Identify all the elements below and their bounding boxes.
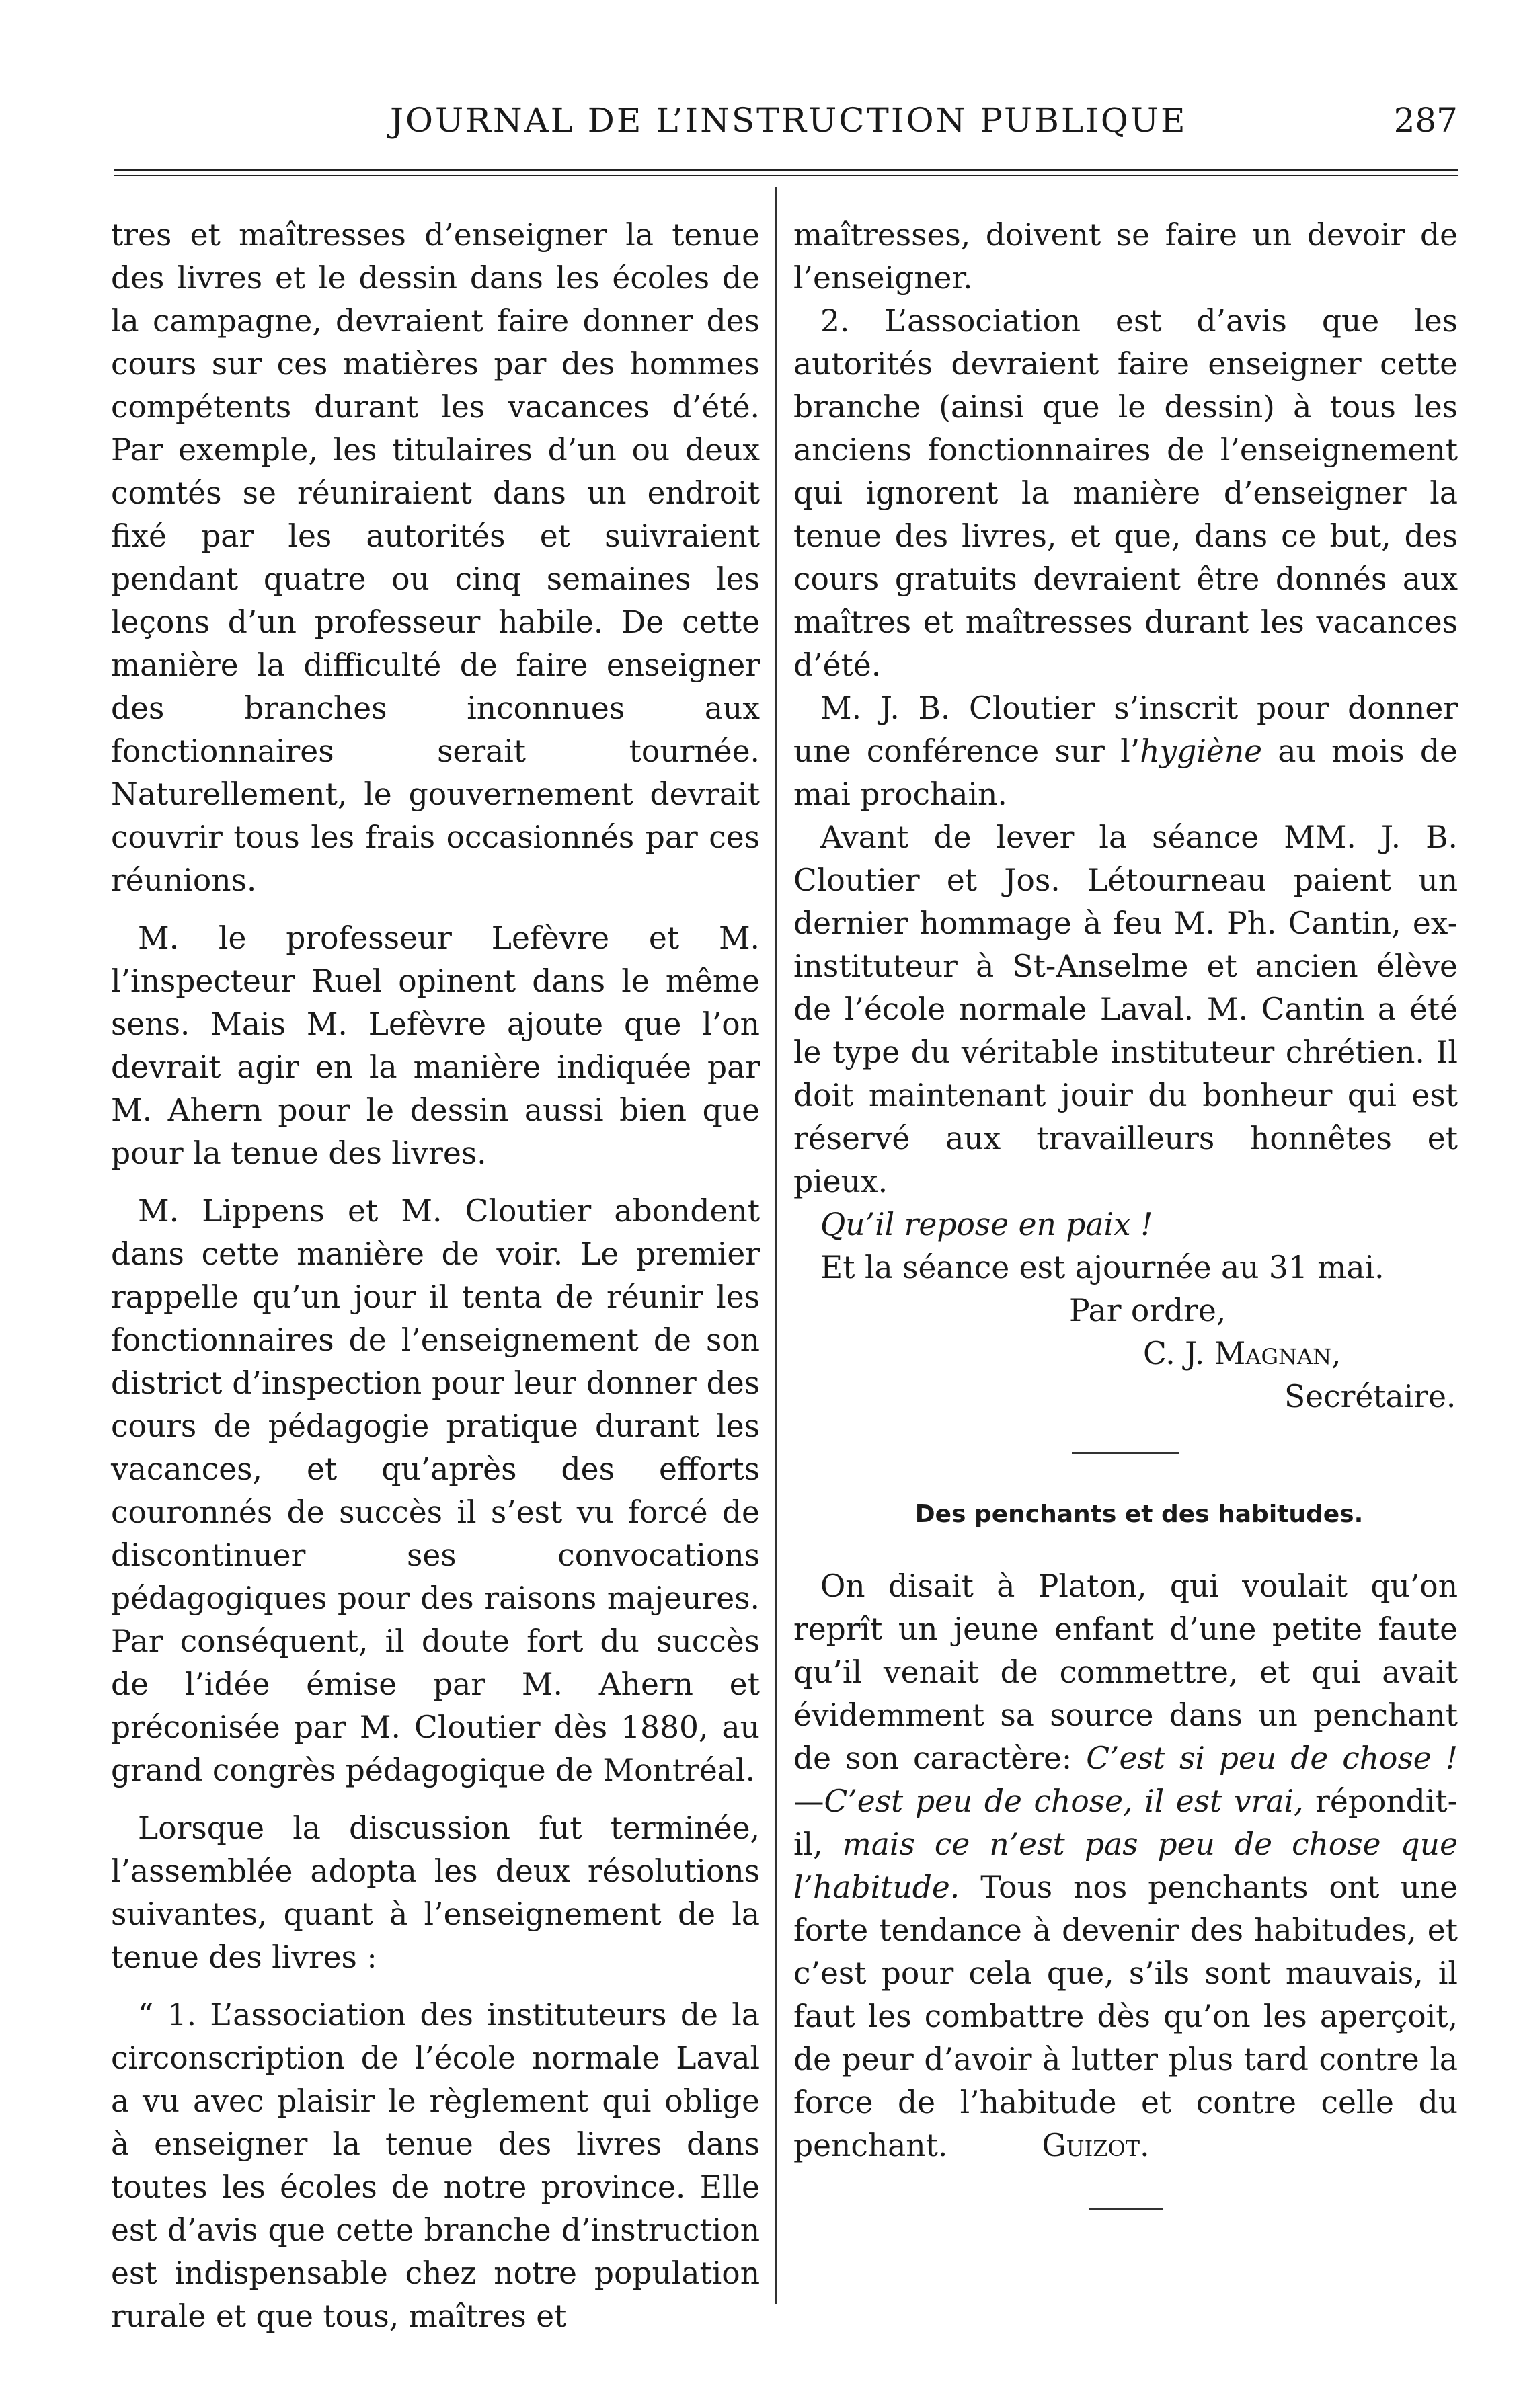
right-paragraph-4: Avant de lever la séance MM. J. B. Cloutier et Jos. Létourneau paient un dernier hommage à feu M. Ph. Cantin, ex-instituteur à St-Anselme et ancien élève de l’école normale Laval. M. Cantin a été le type du véritable instituteur chrétien. Il doit maintenant jouir du bonheur qui est réservé aux travailleurs honnêtes et pieux.: [793, 819, 1458, 1199]
left-paragraph-4: Lorsque la discussion fut terminée, l’assemblée adopta les deux résolutions suivantes, quant à l’enseignement de la tenue des livres :: [111, 1810, 760, 1975]
left-column: [111, 214, 760, 2338]
left-paragraph-5: “ 1. L’association des instituteurs de la circonscription de l’école normale Laval a vu avec plaisir le règlement qui oblige à enseigner la tenue des livres dans toutes les écoles de notre province. Elle est d’avis que cette branche d’instruction est indispensable chez notre population rurale et que tous, maîtres et: [111, 1997, 760, 2334]
page-number: 287: [1393, 101, 1458, 140]
hygiene-word: hygiène: [1140, 733, 1263, 769]
right-paragraph-5: Qu’il repose en paix !: [820, 1207, 1153, 1242]
right-paragraph-7: [793, 1565, 1458, 2167]
sign-title: Secrétaire.: [1284, 1379, 1456, 1414]
running-title: JOURNAL DE L’INSTRUCTION PUBLIQUE: [390, 101, 1187, 140]
right-paragraph-3-start: M. J. B. Cloutier s’inscrit pour donner une conférence sur l’: [793, 690, 1458, 769]
p7-quote-3: mais ce n’est pas peu de chose que l’habitude.: [793, 1827, 1458, 1905]
sign-order: Par ordre,: [1069, 1293, 1226, 1328]
p7-text-d: Tous nos penchants ont une forte tendance à devenir des habitudes, et c’est pour cela que, s’ils sont mauvais, il faut les combattre dès qu’on les aperçoit, de peur d’avoir à lutter plus tard contre la force de l’habitude et contre celle du penchant.: [793, 1870, 1458, 2163]
p7-quote-2: C’est peu de chose, il est vrai,: [824, 1783, 1304, 1819]
right-paragraph-3-end: au mois de mai prochain.: [793, 733, 1458, 812]
sign-name: C. J. Magnan,: [1143, 1336, 1341, 1371]
column-divider: [775, 187, 777, 2304]
p7-text-a: On disait à Platon, qui voulait qu’on reprît un jeune enfant d’une petite faute qu’il venait de commettre, et qui avait évidemment sa source dans un penchant de son caractère:: [793, 1568, 1458, 1776]
right-paragraph-6: Et la séance est ajournée au 31 mai.: [820, 1250, 1385, 1285]
left-paragraph-1: tres et maîtresses d’enseigner la tenue des livres et le dessin dans les écoles de la campagne, devraient faire donner des cours sur ces matières par des hommes compétents durant les vacances d’été. Par exemple, les titulaires d’un ou deux comtés se réuniraient dans un endroit fixé par les autorités et suivraient pendant quatre ou cinq semaines les leçons d’un professeur habile. De cette manière la difficulté de faire enseigner des branches inconnues aux fonctionnaires serait tournée. Naturellement, le gouvernement devrait couvrir tous les frais occasionnés par ces réunions.: [111, 217, 760, 898]
right-paragraph-3: [793, 687, 1458, 816]
right-paragraph-1: maîtresses, doivent se faire un devoir de l’enseigner.: [793, 217, 1458, 296]
right-paragraph-2: 2. L’association est d’avis que les autorités devraient faire enseigner cette branche (ainsi que le dessin) à tous les anciens fonctionnaires de l’enseignement qui ignorent la manière d’enseigner la tenue des livres, et que, dans ce but, des cours gratuits devraient être donnés aux maîtres et maîtresses durant les vacances d’été.: [793, 303, 1458, 683]
p7-text-c: répondit-il,: [793, 1783, 1458, 1862]
p7-quote-1: C’est si peu de chose !: [1086, 1740, 1458, 1776]
closing-rule: [1089, 2208, 1163, 2210]
author-signature: Guizot.: [1042, 2128, 1150, 2163]
header-double-rule: [114, 169, 1458, 176]
p7-text-b: —: [793, 1783, 824, 1819]
right-column: [793, 214, 1458, 2210]
section-heading: Des penchants et des habitudes.: [914, 1500, 1364, 1528]
left-paragraph-3: M. Lippens et M. Cloutier abondent dans cette manière de voir. Le premier rappelle qu’un jour il tenta de réunir les fonctionnaires de l’enseignement de son district d’inspection pour leur donner des cours de pédagogie pratique durant les vacances, et qu’après des efforts couronnés de succès il s’est vu forcé de discontinuer ses convocations pédagogiques pour des raisons majeures. Par conséquent, il doute fort du succès de l’idée émise par M. Ahern et préconisée par M. Cloutier dès 1880, au grand congrès pédagogique de Montréal.: [111, 1193, 760, 1788]
left-paragraph-2: M. le professeur Lefèvre et M. l’inspecteur Ruel opinent dans le même sens. Mais M. Lefèvre ajoute que l’on devrait agir en la manière indiquée par M. Ahern pour le dessin aussi bien que pour la tenue des livres.: [111, 920, 760, 1171]
page-header: [114, 101, 1458, 148]
